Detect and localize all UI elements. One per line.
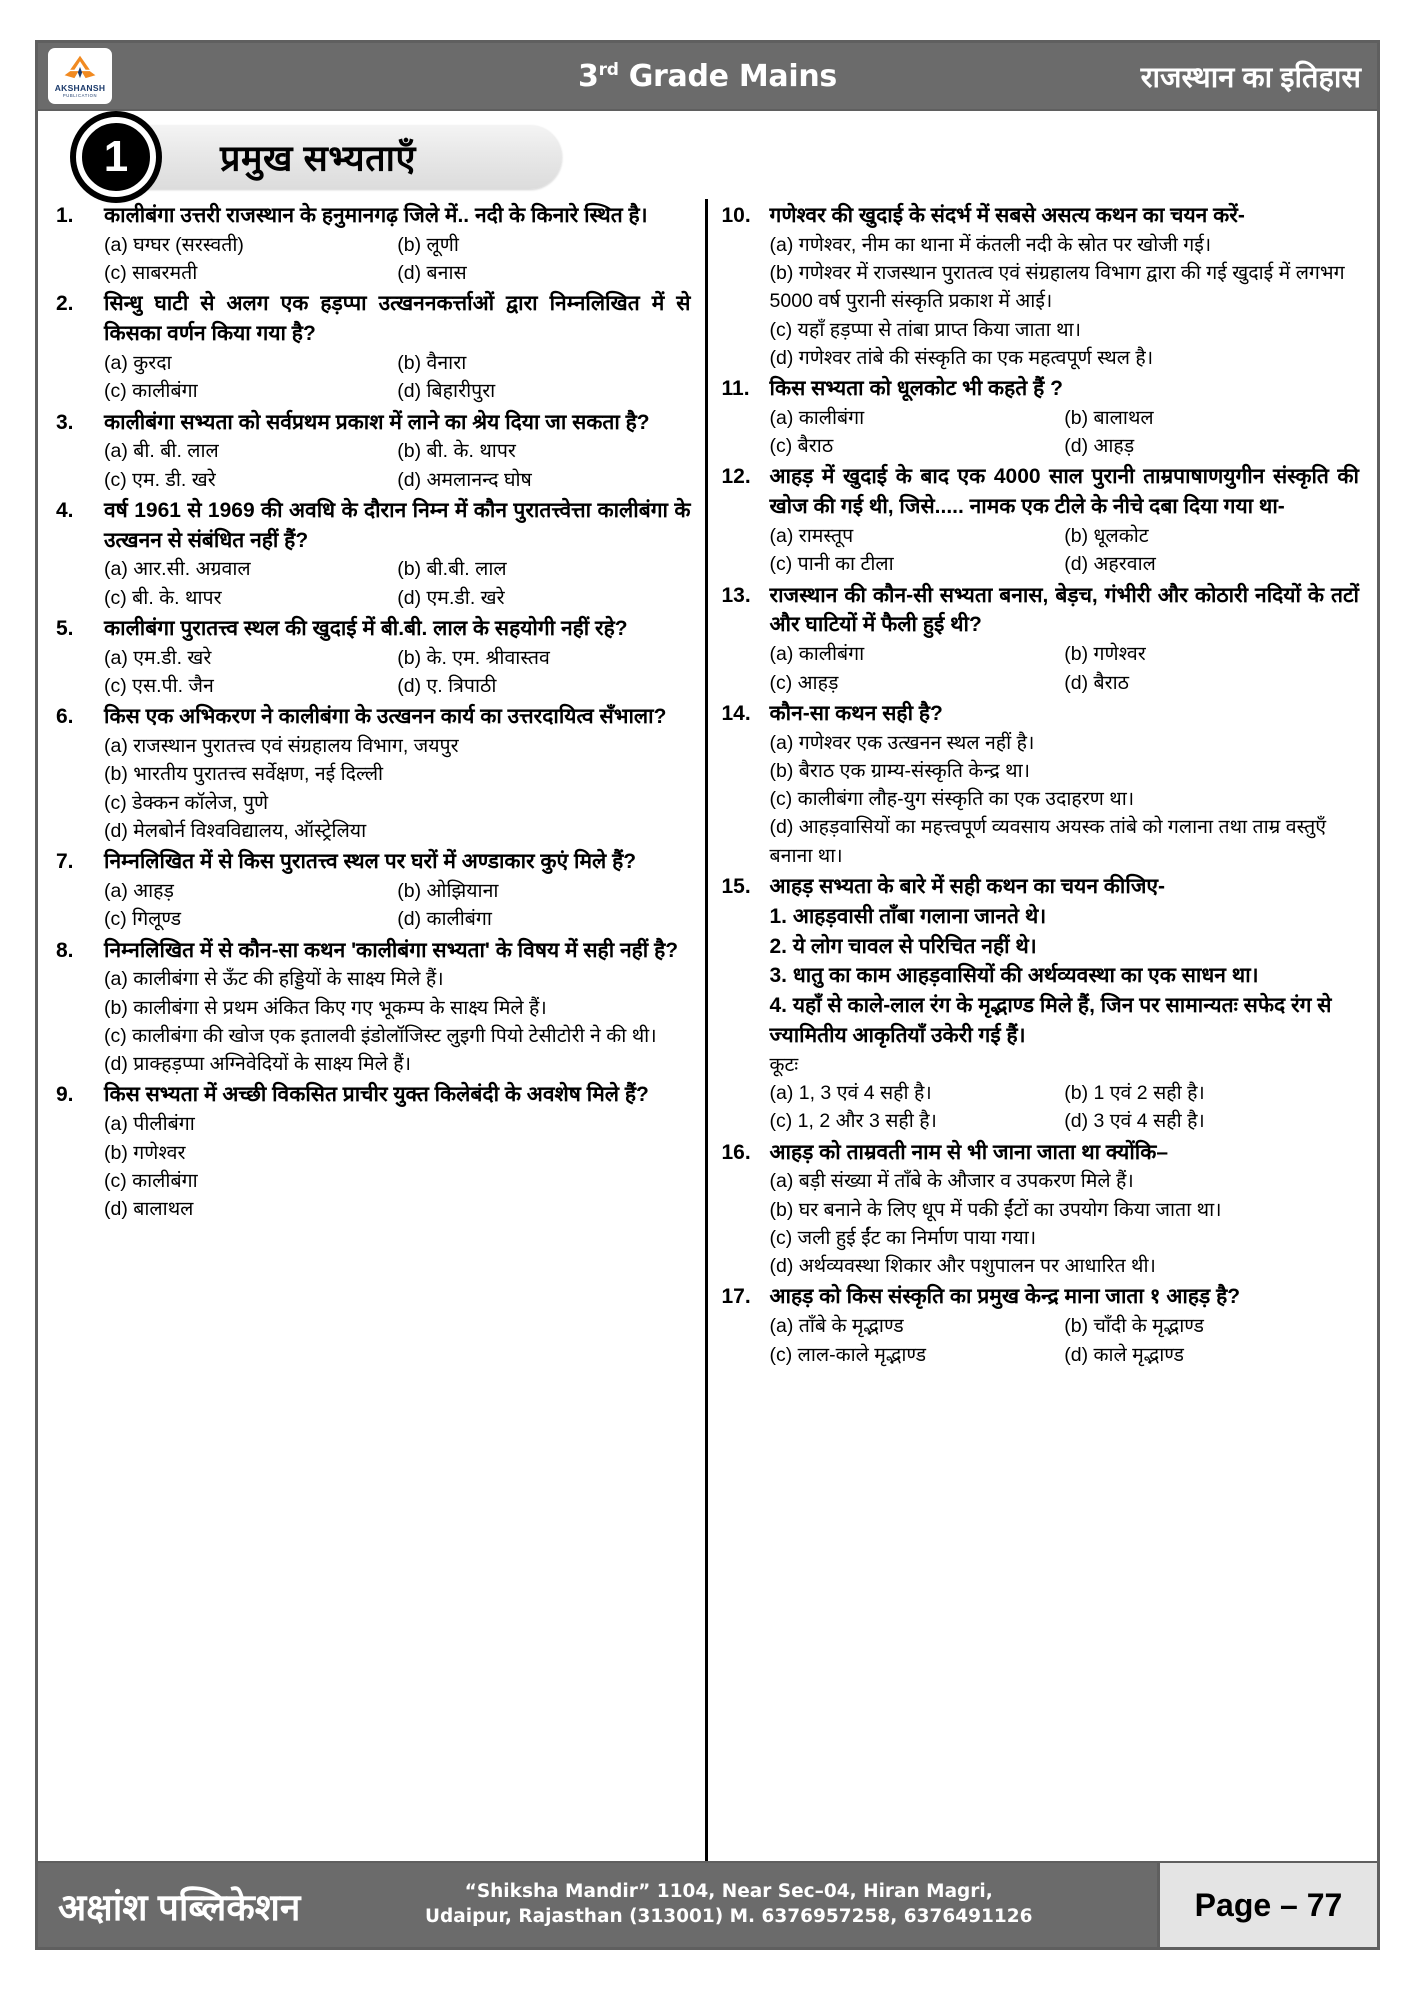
- question-number: 17.: [721, 1285, 751, 1309]
- answer-option[interactable]: (c) कालीबंगा लौह-युग संस्कृति का एक उदाहरण था।: [769, 788, 1135, 811]
- question-text: वर्ष 1961 से 1969 की अवधि के दौरान निम्न में कौन पुरातत्त्वेत्ता कालीबंगा के उत्खनन से संबंधित नहीं हैं?: [104, 498, 691, 552]
- question-text: किस एक अभिकरण ने कालीबंगा के उत्खनन कार्य का उत्तरदायित्व सँभाला?: [104, 705, 667, 729]
- answer-option-row: [770, 404, 1360, 432]
- question-text: आहड़ को किस संस्कृति का प्रमुख केन्द्र माना जाता १ आहड़ है?: [769, 1285, 1241, 1309]
- answer-option-row: [770, 1107, 1360, 1135]
- question-body: [38, 199, 1377, 1867]
- answer-option[interactable]: (d) बनास: [397, 262, 467, 285]
- answer-option[interactable]: (c) आहड़: [769, 671, 839, 694]
- question-number: 15.: [721, 874, 751, 898]
- question-statement: 1. आहड़वासी ताँबा गलाना जानते थे।: [769, 904, 1047, 928]
- answer-option[interactable]: (a) राजस्थान पुरातत्त्व एवं संग्रहालय विभाग, जयपुर: [104, 735, 459, 758]
- answer-option[interactable]: (a) कालीबंगा: [769, 643, 865, 666]
- answer-option[interactable]: (b) गणेश्वर: [1064, 643, 1146, 666]
- answer-option[interactable]: (d) प्राक्हड़प्पा अग्निवेदियों के साक्ष्य मिले हैं।: [104, 1053, 412, 1076]
- header-subject-title: राजस्थान का इतिहास: [1140, 61, 1361, 94]
- question-number: 10.: [721, 204, 751, 227]
- chapter-title: प्रमुख सभ्यताएँ: [220, 137, 416, 179]
- logo-subtitle: PUBLICATION: [62, 92, 98, 98]
- question-number: 3.: [56, 410, 74, 434]
- answer-option[interactable]: (d) एम.डी. खरे: [397, 586, 505, 609]
- answer-option[interactable]: (d) बालाथल: [104, 1198, 194, 1221]
- answer-option[interactable]: (b) बालाथल: [1064, 406, 1154, 429]
- answer-option-row: [770, 640, 1360, 668]
- answer-option-row: [770, 1312, 1360, 1340]
- question-number: 13.: [721, 583, 751, 607]
- answer-option[interactable]: (b) के. एम. श्रीवास्तव: [397, 646, 550, 669]
- answer-option[interactable]: (d) कालीबंगा: [397, 908, 492, 931]
- question-item: [722, 581, 1360, 641]
- answer-option[interactable]: (b) बी. के. थापर: [397, 440, 516, 463]
- answer-option[interactable]: (b) गणेश्वर: [104, 1141, 186, 1164]
- answer-option[interactable]: (c) साबरमती: [104, 262, 198, 285]
- question-number: 4.: [56, 498, 74, 522]
- question-item: [722, 872, 1360, 902]
- answer-option[interactable]: (a) बड़ी संख्या में ताँबे के औजार व उपकरण मिले हैं।: [769, 1170, 1134, 1193]
- answer-option-row: [104, 584, 691, 612]
- question-number: 9.: [56, 1083, 74, 1107]
- question-number: 16.: [721, 1140, 751, 1164]
- header-grade-number: 3: [578, 58, 599, 94]
- answer-option[interactable]: (c) यहाँ हड़प्पा से तांबा प्राप्त किया जाता था।: [769, 318, 1081, 341]
- question-number: 7.: [56, 850, 74, 874]
- question-item: [56, 847, 691, 877]
- footer-address-line-2: Udaipur, Rajasthan (313001) M. 6376957258, 6376491126: [425, 1906, 1033, 1927]
- question-item: [56, 289, 691, 349]
- answer-option[interactable]: (d) अर्थव्यवस्था शिकार और पशुपालन पर आधारित थी।: [769, 1255, 1156, 1278]
- answer-option[interactable]: (c) 1, 2 और 3 सही है।: [769, 1110, 937, 1133]
- question-item: [722, 462, 1360, 522]
- answer-option-row: [770, 522, 1360, 550]
- question-number: 14.: [721, 701, 751, 725]
- answer-option[interactable]: (c) जली हुई ईंट का निर्माण पाया गया।: [769, 1226, 1037, 1249]
- question-item: [722, 1282, 1360, 1312]
- answer-option[interactable]: (c) एम. डी. खरे: [104, 468, 216, 491]
- question-text: किस सभ्यता को धूलकोट भी कहते हैं ?: [769, 377, 1063, 401]
- footer-brand: अक्षांश पब्लिकेशन: [58, 1886, 301, 1928]
- question-statement: 3. धातु का काम आहड़वासियों की अर्थव्यवस्था का एक साधन था।: [769, 964, 1259, 988]
- answer-option[interactable]: (b) धूलकोट: [1064, 525, 1149, 548]
- answer-option-row: [104, 555, 691, 583]
- question-statement: 2. ये लोग चावल से परिचित नहीं थे।: [769, 934, 1037, 958]
- question-item: [722, 1138, 1360, 1168]
- question-text: आहड़ को ताम्रवती नाम से भी जाना जाता था क्योंकि–: [769, 1140, 1169, 1164]
- answer-option-row: [770, 1079, 1360, 1107]
- answer-option[interactable]: (a) आर.सी. अग्रवाल: [104, 558, 251, 581]
- header-grade-label: Grade Mains: [628, 58, 837, 94]
- answer-option-row: [104, 877, 691, 905]
- answer-option[interactable]: (d) काले मृद्भाण्ड: [1064, 1343, 1184, 1366]
- question-item: [56, 201, 691, 231]
- answer-option[interactable]: (c) कालीबंगा: [104, 1169, 198, 1192]
- chapter-number-badge: 1: [76, 117, 156, 197]
- answer-option[interactable]: (d) आहड़: [1064, 435, 1135, 458]
- question-number: 6.: [56, 705, 74, 729]
- answer-option[interactable]: (d) अहरवाल: [1064, 553, 1156, 576]
- answer-option[interactable]: (a) एम.डी. खरे: [104, 646, 212, 669]
- question-text: कालीबंगा सभ्यता को सर्वप्रथम प्रकाश में लाने का श्रेय दिया जा सकता है?: [104, 410, 650, 434]
- answer-option-row: [104, 349, 691, 377]
- question-text: निम्नलिखित में से किस पुरातत्त्व स्थल पर घरों में अण्डाकार कुएं मिले हैं?: [104, 850, 637, 874]
- answer-option[interactable]: (a) कालीबंगा: [769, 406, 865, 429]
- answer-option-row: [770, 1341, 1360, 1369]
- answer-option[interactable]: (b) गणेश्वर में राजस्थान पुरातत्व एवं संग्रहालय विभाग द्वारा की गई खुदाई में लगभग 5000 वर्ष पुरानी संस्कृति प्रकाश में आई।: [769, 262, 1345, 313]
- answer-option-row: [104, 231, 691, 259]
- page-footer: [38, 1861, 1377, 1947]
- answer-option[interactable]: (c) एस.पी. जैन: [104, 675, 214, 698]
- answer-option-row: [104, 466, 691, 494]
- worksheet-page: [35, 40, 1380, 1950]
- question-item: [56, 614, 691, 644]
- question-text: राजस्थान की कौन-सी सभ्यता बनास, बेड़च, गंभीरी और कोठारी नदियों के तटों और घाटियों में फैली हुई थी?: [769, 583, 1359, 637]
- left-question-column: [48, 199, 708, 1867]
- answer-option-row: [104, 259, 691, 287]
- answer-option[interactable]: (c) बी. के. थापर: [104, 586, 222, 609]
- question-item: [56, 702, 691, 732]
- answer-option[interactable]: (d) मेलबोर्न विश्वविद्यालय, ऑस्ट्रेलिया: [104, 819, 367, 842]
- answer-option[interactable]: (b) ओझियाना: [397, 880, 499, 903]
- answer-option[interactable]: (a) कालीबंगा से ऊँट की हड्डियों के साक्ष्य मिले हैं।: [104, 968, 444, 991]
- answer-option[interactable]: (a) गणेश्वर एक उत्खनन स्थल नहीं है।: [769, 731, 1035, 754]
- question-text: कौन-सा कथन सही है?: [769, 701, 943, 725]
- question-text: आहड़ में खुदाई के बाद एक 4000 साल पुरानी ताम्रपाषाणयुगीन संस्कृति की खोज की गई थी, जिसे..... नामक एक टीले के नीचे दबा दिया गया था-: [769, 465, 1359, 519]
- question-item: [722, 699, 1360, 729]
- answer-option[interactable]: (a) कुरदा: [104, 351, 172, 374]
- answer-option[interactable]: (a) गणेश्वर, नीम का थाना में कंतली नदी के स्रोत पर खोजी गई।: [769, 233, 1212, 256]
- logo-name: AKSHANSH: [54, 83, 106, 94]
- page-header: [38, 43, 1377, 111]
- question-text: निम्नलिखित में से कौन-सा कथन 'कालीबंगा सभ्यता' के विषय में सही नहीं है?: [104, 938, 679, 962]
- answer-option-row: [104, 377, 691, 405]
- question-item: [56, 408, 691, 438]
- answer-option[interactable]: (b) बी.बी. लाल: [397, 558, 507, 581]
- answer-option[interactable]: (d) ए. त्रिपाठी: [397, 675, 497, 698]
- answer-option[interactable]: (d) गणेश्वर तांबे की संस्कृति का एक महत्वपूर्ण स्थल है।: [769, 346, 1154, 369]
- answer-option[interactable]: (a) घग्घर (सरस्वती): [104, 233, 244, 256]
- question-text: कालीबंगा पुरातत्त्व स्थल की खुदाई में बी.बी. लाल के सहयोगी नहीं रहे?: [104, 617, 628, 640]
- answer-option[interactable]: (c) पानी का टीला: [769, 553, 894, 576]
- akshansh-triangle-icon: [59, 54, 101, 84]
- answer-option[interactable]: (a) रामस्तूप: [769, 525, 854, 548]
- answer-option[interactable]: (d) बिहारीपुरा: [397, 380, 496, 403]
- answer-option-row: [104, 905, 691, 933]
- footer-address: [300, 1880, 1157, 1930]
- question-number: 5.: [56, 617, 74, 640]
- answer-option[interactable]: (c) लाल-काले मृद्भाण्ड: [769, 1343, 927, 1366]
- answer-option[interactable]: (d) बैराठ: [1064, 671, 1129, 694]
- answer-option[interactable]: (b) चाँदी के मृद्भाण्ड: [1064, 1315, 1204, 1338]
- answer-option-row: [104, 672, 691, 700]
- answer-option[interactable]: (b) घर बनाने के लिए धूप में पकी ईंटों का उपयोग किया जाता था।: [769, 1198, 1222, 1221]
- question-text: किस सभ्यता में अच्छी विकसित प्राचीर युक्त किलेबंदी के अवशेष मिले हैं?: [104, 1083, 649, 1107]
- answer-option-row: [770, 432, 1360, 460]
- chapter-banner: [38, 117, 1377, 197]
- footer-page-number: Page – 77: [1157, 1863, 1377, 1947]
- question-number: 1.: [56, 204, 74, 227]
- question-number: 8.: [56, 938, 74, 962]
- answer-option[interactable]: (a) आहड़: [104, 880, 174, 903]
- question-text: कालीबंगा उत्तरी राजस्थान के हनुमानगढ़ जिले में.. नदी के किनारे स्थित है।: [104, 204, 648, 227]
- answer-option[interactable]: (b) 1 एवं 2 सही है।: [1064, 1082, 1205, 1105]
- footer-address-line-1: “Shiksha Mandir” 1104, Near Sec–04, Hiran Magri,: [464, 1881, 993, 1903]
- answer-option[interactable]: (d) अमलानन्द घोष: [397, 468, 532, 491]
- question-statement: 4. यहाँ से काले-लाल रंग के मृद्भाण्ड मिले हैं, जिन पर सामान्यतः सफेद रंग से ज्यामितीय आकृतियाँ उकेरी गई हैं।: [769, 994, 1332, 1047]
- answer-option[interactable]: (d) 3 एवं 4 सही है।: [1064, 1110, 1205, 1133]
- question-item: [56, 1080, 691, 1110]
- question-number: 11.: [721, 377, 750, 401]
- answer-option[interactable]: (d) आहड़वासियों का महत्त्वपूर्ण व्यवसाय अयस्क तांबे को गलाना तथा ताम्र वस्तुएँ बनाना था।: [769, 816, 1327, 867]
- publisher-logo: [48, 48, 112, 104]
- code-label: कूटः: [769, 1053, 799, 1076]
- question-item: [56, 936, 691, 966]
- right-question-column: [708, 199, 1368, 1867]
- answer-option[interactable]: (b) कालीबंगा से प्रथम अंकित किए गए भूकम्प के साक्ष्य मिले हैं।: [104, 996, 547, 1019]
- answer-option[interactable]: (a) बी. बी. लाल: [104, 440, 219, 463]
- answer-option-row: [770, 550, 1360, 578]
- answer-option-row: [104, 437, 691, 465]
- answer-option[interactable]: (a) ताँबे के मृद्भाण्ड: [769, 1315, 904, 1338]
- header-grade-ordinal: rd: [598, 59, 619, 80]
- answer-option[interactable]: (b) बैराठ एक ग्राम्य-संस्कृति केन्द्र था।: [769, 759, 1031, 782]
- answer-option[interactable]: (c) डेक्कन कॉलेज, पुणे: [104, 791, 269, 814]
- question-text: गणेश्वर की खुदाई के संदर्भ में सबसे असत्य कथन का चयन करें-: [769, 204, 1245, 227]
- answer-option[interactable]: (b) भारतीय पुरातत्त्व सर्वेक्षण, नई दिल्ली: [104, 763, 384, 786]
- answer-option[interactable]: (c) गिलूण्ड: [104, 908, 182, 931]
- question-item: [56, 496, 691, 556]
- question-text: आहड़ सभ्यता के बारे में सही कथन का चयन कीजिए-: [769, 874, 1166, 898]
- question-number: 12.: [721, 465, 751, 489]
- answer-option[interactable]: (a) 1, 3 एवं 4 सही है।: [769, 1082, 932, 1105]
- answer-option[interactable]: (b) लूणी: [397, 233, 459, 256]
- question-item: [722, 201, 1360, 231]
- answer-option-row: [770, 669, 1360, 697]
- question-number: 2.: [56, 292, 74, 316]
- answer-option[interactable]: (b) वैनारा: [397, 351, 467, 374]
- answer-option[interactable]: (c) कालीबंगा की खोज एक इतालवी इंडोलॉजिस्ट लुइगी पियो टेसीटोरी ने की थी।: [104, 1024, 657, 1047]
- answer-option[interactable]: (a) पीलीबंगा: [104, 1113, 195, 1136]
- answer-option[interactable]: (c) कालीबंगा: [104, 380, 198, 403]
- answer-option[interactable]: (c) बैराठ: [769, 435, 834, 458]
- question-text: सिन्धु घाटी से अलग एक हड़प्पा उत्खननकर्त्ताओं द्वारा निम्नलिखित में से किसका वर्णन किया गया है?: [104, 292, 691, 346]
- answer-option-row: [104, 644, 691, 672]
- question-item: [722, 374, 1360, 404]
